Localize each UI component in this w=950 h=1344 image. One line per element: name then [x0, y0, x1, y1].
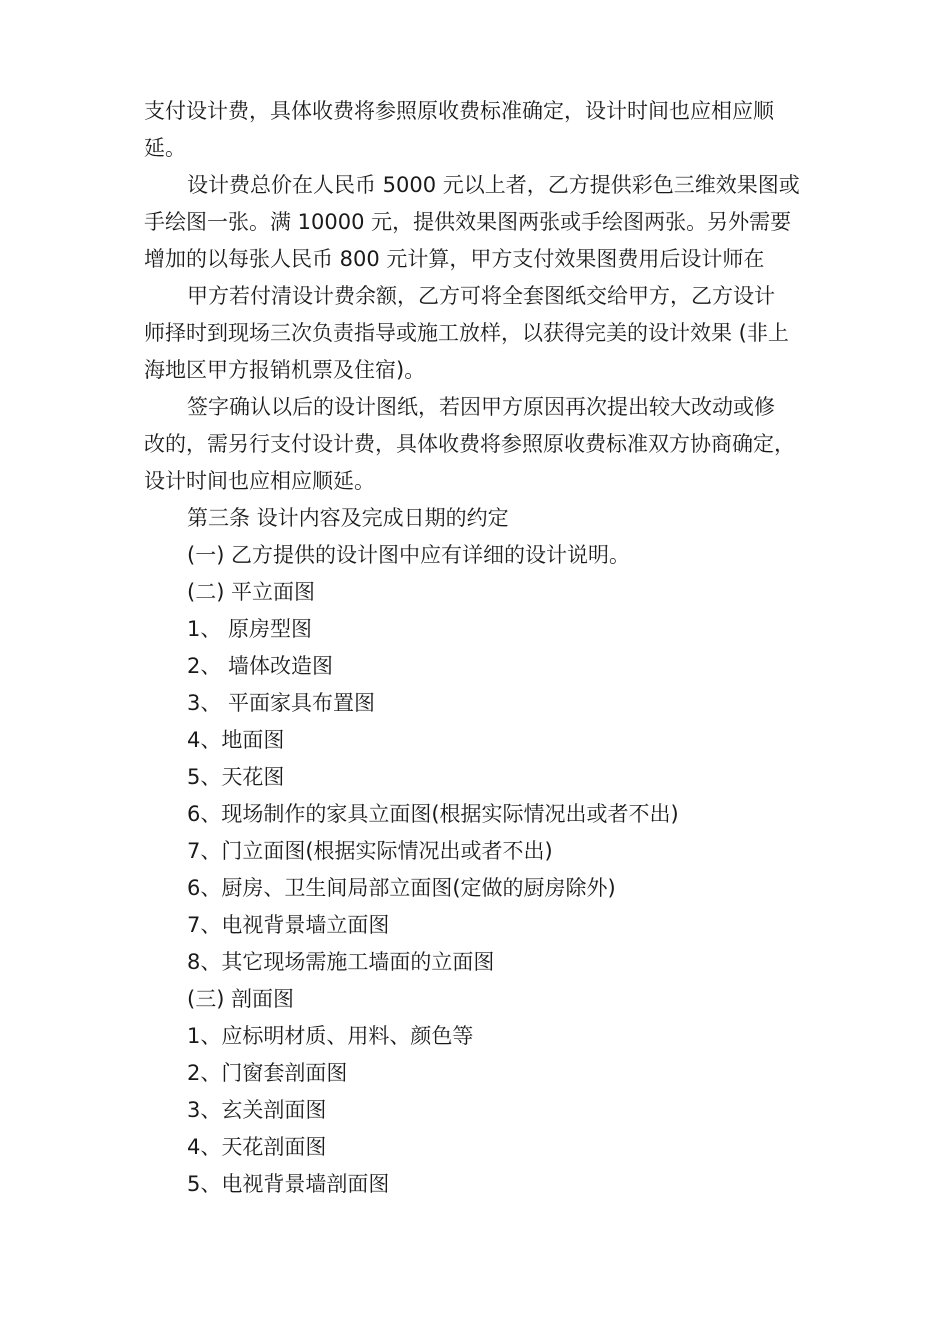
- subsection-heading: (三) 剖面图: [187, 987, 295, 1011]
- list-item: 6、现场制作的家具立面图(根据实际情况出或者不出): [187, 802, 679, 826]
- subsection-heading: (一) 乙方提供的设计图中应有详细的设计说明。: [187, 543, 631, 567]
- list-item: 1、 原房型图: [187, 617, 313, 641]
- list-item: 7、电视背景墙立面图: [187, 913, 390, 937]
- list-item: 1、应标明材质、用料、颜色等: [187, 1024, 474, 1048]
- list-item: 7、门立面图(根据实际情况出或者不出): [187, 839, 553, 863]
- list-item: 3、 平面家具布置图: [187, 691, 376, 715]
- paragraph-line: 设计时间也应相应顺延。: [144, 469, 375, 493]
- list-item: 3、玄关剖面图: [187, 1098, 327, 1122]
- list-item: 2、 墙体改造图: [187, 654, 334, 678]
- list-item: 2、门窗套剖面图: [187, 1061, 348, 1085]
- list-item: 6、厨房、卫生间局部立面图(定做的厨房除外): [187, 876, 616, 900]
- paragraph-line: 延。: [144, 136, 186, 160]
- paragraph-line: 支付设计费，具体收费将参照原收费标准确定，设计时间也应相应顺: [144, 99, 774, 123]
- paragraph-line: 甲方若付清设计费余额，乙方可将全套图纸交给甲方，乙方设计: [187, 284, 775, 308]
- paragraph-line: 师择时到现场三次负责指导或施工放样，以获得完美的设计效果 (非上: [144, 321, 789, 345]
- list-item: 5、天花图: [187, 765, 285, 789]
- paragraph-line: 签字确认以后的设计图纸，若因甲方原因再次提出较大改动或修: [187, 395, 775, 419]
- list-item: 4、地面图: [187, 728, 285, 752]
- list-item: 5、电视背景墙剖面图: [187, 1172, 390, 1196]
- paragraph-line: 增加的以每张人民币 800 元计算，甲方支付效果图费用后设计师在: [144, 247, 765, 271]
- paragraph-line: 海地区甲方报销机票及住宿)。: [144, 358, 426, 382]
- list-item: 8、其它现场需施工墙面的立面图: [187, 950, 495, 974]
- paragraph-line: 改的，需另行支付设计费，具体收费将参照原收费标准双方协商确定，: [144, 432, 795, 456]
- paragraph-line: 设计费总价在人民币 5000 元以上者，乙方提供彩色三维效果图或: [187, 173, 800, 197]
- section-heading: 第三条 设计内容及完成日期的约定: [187, 506, 509, 530]
- list-item: 4、天花剖面图: [187, 1135, 327, 1159]
- paragraph-line: 手绘图一张。满 10000 元，提供效果图两张或手绘图两张。另外需要: [144, 210, 792, 234]
- document-body: [144, 93, 814, 1203]
- subsection-heading: (二) 平立面图: [187, 580, 316, 604]
